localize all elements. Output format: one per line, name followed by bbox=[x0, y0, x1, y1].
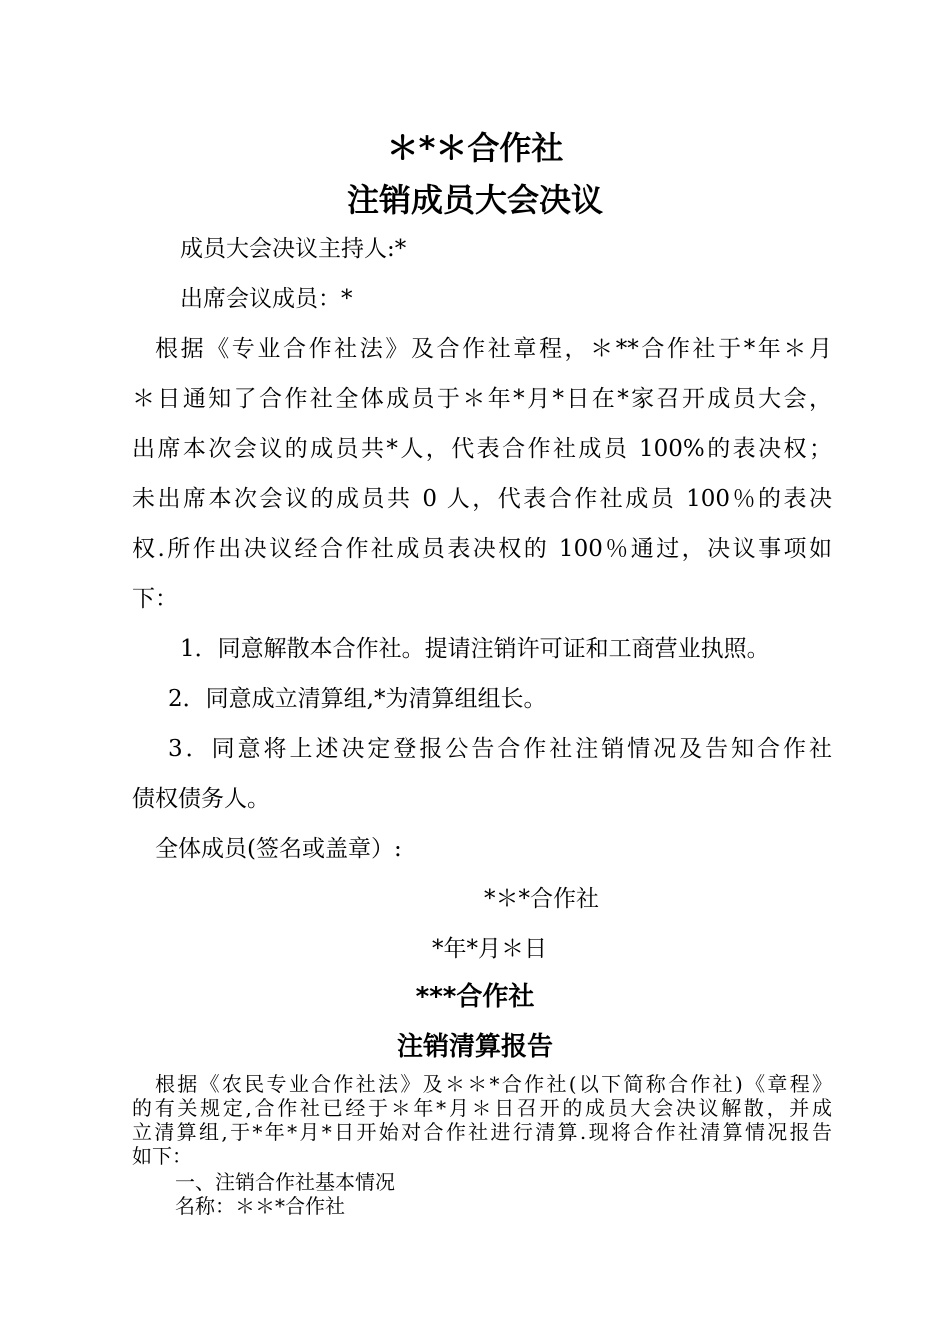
report-body-line-1: 根据《农民专业合作社法》及＊＊*合作社(以下简称合作社)《章程》 bbox=[155, 1072, 832, 1096]
resolution-item-1: 1．同意解散本合作社。提请注销许可证和工商营业执照。 bbox=[180, 636, 770, 662]
resolution-item-3: 3．同意将上述决定登报公告合作社注销情况及告知合作社 bbox=[168, 736, 832, 762]
resolution-body-line-2: ＊日通知了合作社全体成员于＊年*月*日在*家召开成员大会， bbox=[132, 386, 832, 412]
report-body-line-2: 的有关规定,合作社已经于＊年*月＊日召开的成员大会决议解散，并成 bbox=[132, 1096, 832, 1120]
report-section1-heading: 一、注销合作社基本情况 bbox=[175, 1170, 395, 1194]
resolution-date: *年*月＊日 bbox=[432, 936, 547, 962]
resolution-org-name: *＊*合作社 bbox=[484, 886, 599, 912]
report-body-line-4: 如下： bbox=[132, 1144, 192, 1168]
resolution-item-3-continuation: 债权债务人。 bbox=[132, 786, 270, 812]
report-title-line2: 注销清算报告 bbox=[396, 1032, 553, 1062]
report-name-line: 名称：＊＊*合作社 bbox=[175, 1194, 345, 1218]
report-title-line1: ***合作社 bbox=[415, 982, 535, 1012]
resolution-title-line1: ＊*＊合作社 bbox=[386, 129, 564, 167]
resolution-body-line-4: 未出席本次会议的成员共 0 人，代表合作社成员 100％的表决 bbox=[132, 486, 832, 512]
report-body-line-3: 立清算组,于*年*月*日开始对合作社进行清算.现将合作社清算情况报告 bbox=[132, 1120, 832, 1144]
resolution-item-2: 2．同意成立清算组,*为清算组组长。 bbox=[168, 686, 547, 712]
resolution-attendees: 出席会议成员：* bbox=[180, 286, 353, 312]
resolution-signature-label: 全体成员(签名或盖章）: bbox=[155, 836, 402, 862]
resolution-host: 成员大会决议主持人:* bbox=[180, 236, 407, 262]
resolution-body-line-3: 出席本次会议的成员共*人，代表合作社成员 100%的表决权； bbox=[132, 436, 832, 462]
resolution-body-line-6: 下： bbox=[132, 586, 178, 612]
resolution-title-line2: 注销成员大会决议 bbox=[346, 181, 603, 219]
resolution-body-line-5: 权.所作出决议经合作社成员表决权的 100％通过，决议事项如 bbox=[132, 536, 832, 562]
resolution-body-line-1: 根据《专业合作社法》及合作社章程，＊**合作社于*年＊月 bbox=[155, 336, 832, 362]
